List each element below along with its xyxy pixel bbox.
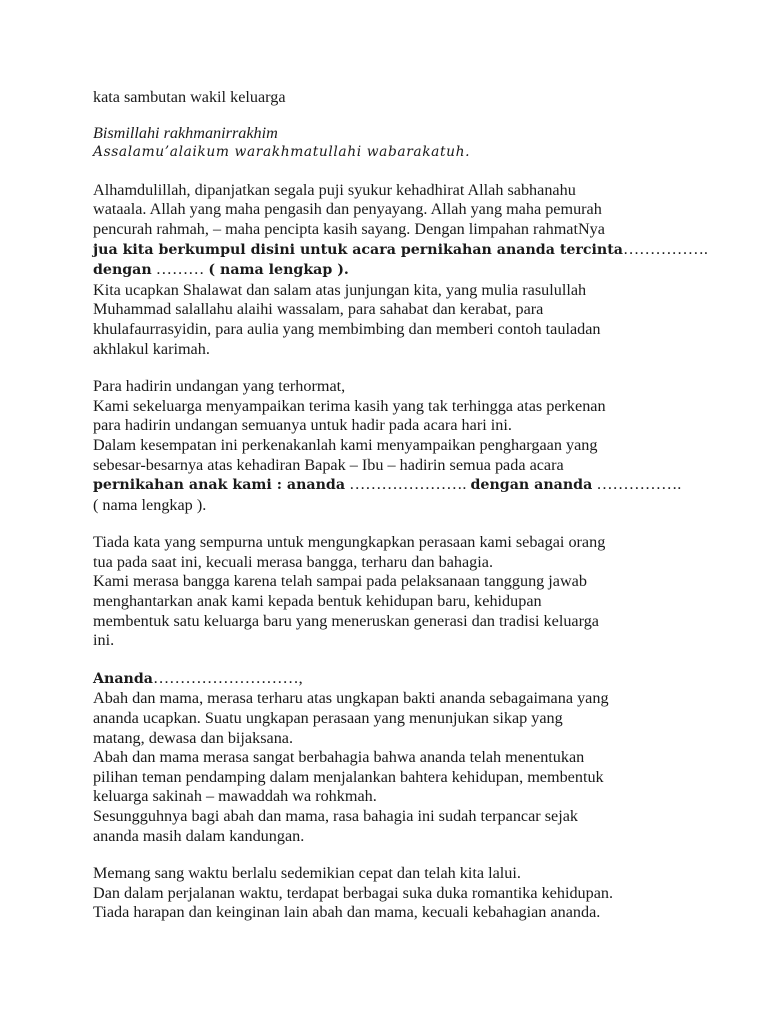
- text-line: pilihan teman pendamping dalam menjalankan bahtera kehidupan, membentuk: [93, 767, 604, 786]
- opening-greeting: [93, 124, 708, 163]
- document-title: kata sambutan wakil keluarga: [93, 88, 286, 106]
- paragraph-thanks: [93, 377, 708, 515]
- text-line: Dalam kesempatan ini perkenakanlah kami menyampaikan penghargaan yang: [93, 435, 598, 454]
- placeholder-dots: ………………………,: [152, 668, 303, 687]
- bold-text: dengan ananda: [470, 477, 593, 494]
- bold-text: ( nama lengkap ).: [208, 262, 349, 279]
- text-line: Kami merasa bangga karena telah sampai pada pelaksanaan tanggung jawab: [93, 572, 587, 591]
- text-line: menghantarkan anak kami kepada bentuk kehidupan baru, kehidupan: [93, 592, 542, 611]
- text-line: Kita ucapkan Shalawat dan salam atas junjungan kita, yang mulia rasulullah: [93, 280, 587, 299]
- text-line: Sesungguhnya bagi abah dan mama, rasa bahagia ini sudah terpancar sejak: [93, 807, 579, 825]
- text-line: Abah dan mama, merasa terharu atas ungkapan bakti ananda sebagaimana yang: [93, 689, 609, 708]
- text-line: [93, 669, 708, 690]
- text-line: [93, 240, 708, 261]
- paragraph-feelings: [93, 533, 708, 651]
- text-line: Kami sekeluarga menyampaikan terima kasih yang tak terhingga atas perkenan: [93, 396, 606, 415]
- salam-line: Assalamu’alaikum warakhmatullahi wabarakatuh.: [93, 144, 471, 161]
- placeholder-dots: …………….: [622, 239, 708, 258]
- text-line: akhlakul karimah.: [93, 339, 210, 358]
- text-line: Para hadirin undangan yang terhormat,: [93, 377, 346, 396]
- text-line: ini.: [93, 631, 115, 650]
- text-line: khulafaurrasyidin, para aulia yang membimbing dan memberi contoh tauladan: [93, 319, 601, 338]
- bold-text: dengan: [93, 262, 152, 279]
- text-line: pencurah rahmah, – maha pencipta kasih sayang. Dengan limpahan rahmatNya: [93, 219, 605, 238]
- text-line: ananda masih dalam kandungan.: [93, 826, 305, 845]
- text-line: wataala. Allah yang maha pengasih dan penyayang. Allah yang maha pemurah: [93, 200, 602, 219]
- text-line: keluarga sakinah – mawaddah wa rohkmah.: [93, 787, 377, 806]
- text-line: [93, 475, 708, 496]
- text-line: Alhamdulillah, dipanjatkan segala puji syukur kehadhirat Allah sabhanahu: [93, 180, 576, 199]
- paragraph-ananda: [93, 669, 708, 846]
- text-line: sebesar-besarnya atas kehadiran Bapak – Ibu – hadirin semua pada acara: [93, 455, 564, 474]
- text-line: para hadirin undangan semuanya untuk hadir pada acara hari ini.: [93, 416, 512, 435]
- bold-text: Ananda: [93, 670, 153, 687]
- bold-text: pernikahan anak kami : ananda: [93, 477, 346, 494]
- text-line: ( nama lengkap ).: [93, 495, 207, 514]
- bismillah-line: Bismillahi rakhmanirrakhim: [93, 123, 278, 142]
- text-line: Muhammad salallahu alaihi wassalam, para sahabat dan kerabat, para: [93, 300, 544, 319]
- text-line: matang, dewasa dan bijaksana.: [93, 728, 294, 747]
- paragraph-time: [93, 864, 708, 923]
- bold-text: jua kita berkumpul disini untuk acara pernikahan ananda tercinta: [93, 241, 623, 258]
- placeholder-dots: …………….: [592, 475, 682, 494]
- text-line: membentuk satu keluarga baru yang meneruskan generasi dan tradisi keluarga: [93, 611, 599, 630]
- placeholder-dots: ………………….: [345, 475, 471, 494]
- text-line: ananda ucapkan. Suatu ungkapan perasaan yang menunjukan sikap yang: [93, 709, 563, 728]
- text-line: [93, 260, 708, 281]
- paragraph-praise: [93, 181, 708, 359]
- text-line: Dan dalam perjalanan waktu, terdapat berbagai suka duka romantika kehidupan.: [93, 883, 614, 902]
- text-line: Tiada kata yang sempurna untuk mengungkapkan perasaan kami sebagai orang: [93, 533, 606, 552]
- text-line: Memang sang waktu berlalu sedemikian cepat dan telah kita lalui.: [93, 864, 521, 883]
- placeholder-dots: ………: [151, 260, 209, 279]
- text-line: Abah dan mama merasa sangat berbahagia bahwa ananda telah menentukan: [93, 748, 585, 767]
- text-line: tua pada saat ini, kecuali merasa bangga, terharu dan bahagia.: [93, 552, 494, 571]
- text-line: Tiada harapan dan keinginan lain abah dan mama, kecuali kebahagian ananda.: [93, 903, 601, 922]
